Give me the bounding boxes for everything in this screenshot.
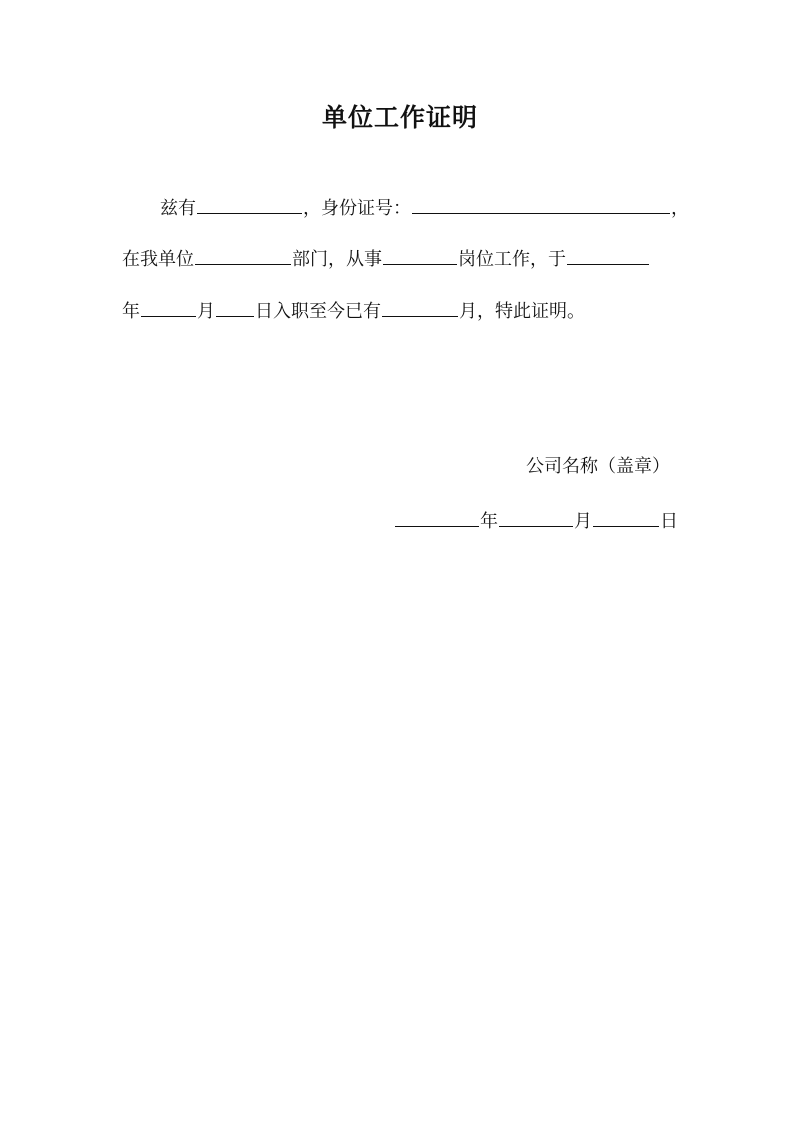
- document-title: 单位工作证明: [321, 103, 478, 132]
- start-day-blank[interactable]: [216, 296, 254, 317]
- body-line-3: [122, 296, 682, 327]
- text-day-joined: 日入职至今已有: [255, 301, 381, 322]
- sign-day-blank[interactable]: [593, 506, 659, 527]
- sign-month-blank[interactable]: [499, 506, 573, 527]
- text-months-certified: 月，特此证明。: [459, 301, 585, 322]
- position-blank[interactable]: [383, 244, 457, 265]
- sign-month-label: 月: [574, 511, 592, 532]
- sign-year-blank[interactable]: [395, 506, 479, 527]
- name-blank[interactable]: [197, 193, 302, 214]
- text-position-work-at: 岗位工作，于: [458, 249, 566, 270]
- text-year: 年: [122, 301, 140, 322]
- body-line-2: [122, 244, 682, 275]
- text-zi-you: 兹有: [160, 198, 196, 219]
- text-comma: ，: [671, 198, 689, 219]
- sign-year-label: 年: [480, 511, 498, 532]
- body-line-1: [160, 193, 720, 224]
- company-name-seal: 公司名称（盖章）: [526, 456, 670, 477]
- text-id-number-label: ，身份证号：: [303, 198, 411, 219]
- id-number-blank[interactable]: [412, 193, 670, 214]
- department-blank[interactable]: [195, 244, 291, 265]
- text-at-our-unit: 在我单位: [122, 249, 194, 270]
- sign-day-label: 日: [660, 511, 678, 532]
- duration-months-blank[interactable]: [382, 296, 458, 317]
- start-month-blank[interactable]: [141, 296, 196, 317]
- start-year-blank[interactable]: [567, 244, 649, 265]
- text-month: 月: [197, 301, 215, 322]
- text-department-engaged: 部门，从事: [292, 249, 382, 270]
- signature-date: [394, 506, 678, 537]
